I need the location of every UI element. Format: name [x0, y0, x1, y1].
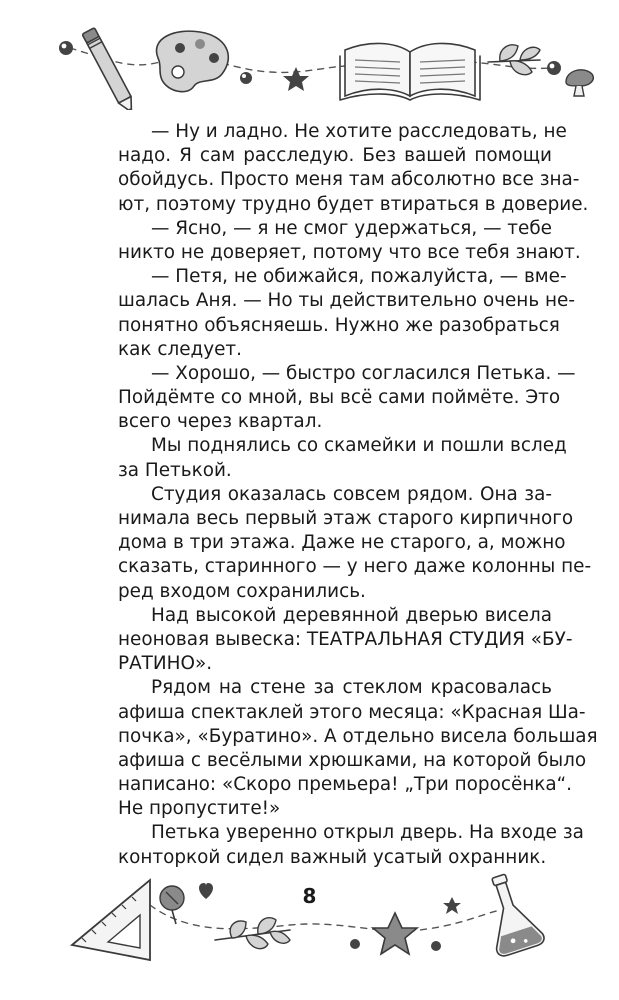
text-line: никто не доверяет, потому что все тебя знают. [118, 241, 581, 263]
text-line: афиша спектаклей этого месяца: «Красная Ша- [118, 701, 586, 723]
text-line: надо. Я сам расследую. Без вашей помощи [118, 145, 552, 167]
star-icon [373, 913, 417, 954]
text-line: ют, поэтому трудно будет втираться в доверие. [118, 193, 589, 215]
body-text [118, 120, 598, 870]
text-line: за Петькой. [118, 459, 232, 481]
text-line: конторкой сидел важный усатый охранник. [118, 846, 547, 868]
text-line: — Хорошо, — быстро согласился Петька. — [151, 362, 576, 384]
text-line: неоновая вывеска: ТЕАТРАЛЬНАЯ СТУДИЯ «БУ- [118, 628, 573, 650]
open-book-icon [340, 43, 480, 100]
text-line: Студия оказалась совсем рядом. Она за- [151, 483, 552, 505]
text-line: ред входом сохранились. [118, 580, 366, 602]
text-line: сказать, старинного — у него даже колонны пе- [118, 556, 592, 578]
text-line: Рядом на стене за стеклом красовалась [151, 677, 552, 699]
header-decoration [0, 0, 619, 110]
text-line: РАТИНО». [118, 653, 213, 675]
set-square-icon [72, 880, 150, 960]
text-line: нимала весь первый этаж старого кирпичного [118, 508, 574, 529]
text-line: написано: «Скоро премьера! „Три поросёнка“. [118, 774, 573, 796]
text-line: Мы поднялись со скамейки и пошли вслед [151, 435, 567, 457]
star-icon [283, 67, 309, 91]
flask-icon [475, 869, 546, 958]
text-line: всего через квартал. [118, 411, 323, 433]
text-line: обойдусь. Просто меня там абсолютно все зна- [118, 169, 580, 191]
text-line: как следует. [118, 338, 242, 360]
text-line: Над высокой деревянной дверью висела [151, 604, 552, 626]
text-line: афиша с весёлыми хрюшками, на которой было [118, 749, 587, 771]
text-line: Не пропустите!» [118, 798, 281, 820]
leaf-icon [488, 45, 540, 75]
footer-decoration [0, 860, 619, 1000]
leaf-icon [215, 918, 290, 949]
star-icon [443, 897, 461, 914]
mushroom-icon [566, 70, 593, 96]
text-line: почка», «Буратино». А отдельно висела большая [118, 725, 598, 747]
text-line: шалась Аня. — Но ты действительно очень не- [118, 290, 575, 312]
dot-decoration [59, 41, 73, 55]
text-line: понятно объясняешь. Нужно же разобраться [118, 314, 560, 336]
text-line: Петька уверенно открыл дверь. На входе за [151, 822, 584, 844]
palette-icon [156, 31, 228, 92]
text-line: Пойдёмте со мной, вы всё сами поймёте. Это [118, 387, 561, 409]
text-line: — Ясно, — я не смог удержаться, — тебе [151, 217, 552, 239]
heart-icon [199, 883, 213, 899]
text-line: — Петя, не обижайся, пожалуйста, — вме- [151, 266, 567, 288]
text-line: дома в три этажа. Даже не старого, а, можно [118, 532, 566, 554]
text-line: — Ну и ладно. Не хотите расследовать, не [151, 121, 567, 142]
page-number: 8 [302, 884, 317, 908]
pencil-icon [82, 28, 138, 110]
